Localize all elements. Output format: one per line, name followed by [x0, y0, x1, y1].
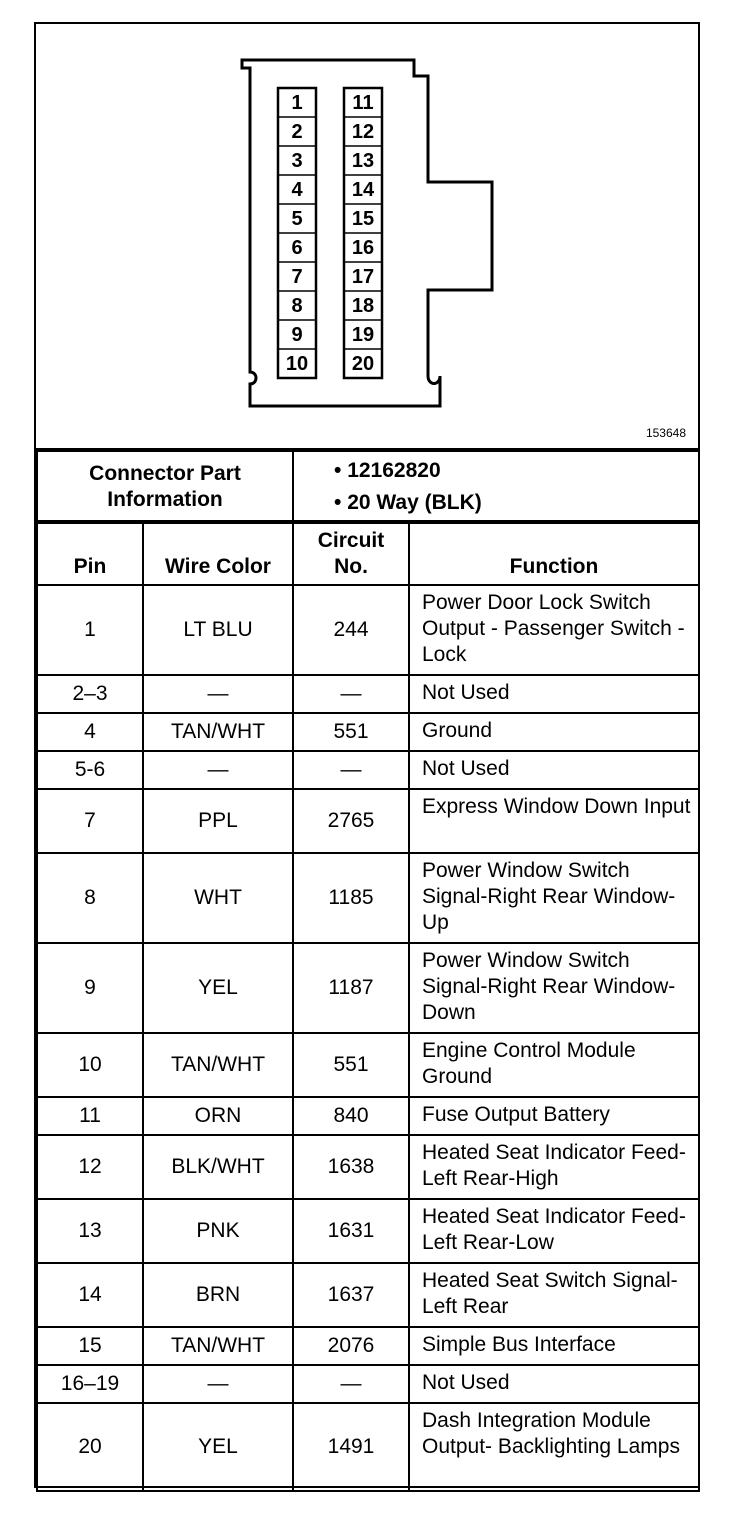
- pin-cell: 5-6: [37, 751, 143, 789]
- function-cell: Not Used: [409, 675, 699, 713]
- pin-number: 12: [351, 121, 375, 143]
- table-row: [37, 1327, 699, 1365]
- pin-number: 8: [291, 295, 303, 317]
- circuit-cell: —: [293, 675, 409, 713]
- function-cell: Power Window Switch Signal-Right Rear Window-Up: [409, 853, 699, 943]
- pin-cell: 4: [37, 713, 143, 751]
- wire-color-cell: PPL: [143, 789, 293, 853]
- wire-color-cell: LT BLU: [143, 585, 293, 675]
- pin-number: 19: [351, 324, 375, 346]
- circuit-cell: 1637: [293, 1263, 409, 1327]
- table-row: [37, 853, 699, 943]
- connector-part-information: [36, 450, 700, 524]
- table-row: [37, 789, 699, 853]
- pin-number: 14: [351, 179, 375, 201]
- table-row: [37, 713, 699, 751]
- function-cell: Dash Integration Module Output- Backlighting Lamps: [409, 1403, 699, 1491]
- pin-cell: 11: [37, 1097, 143, 1135]
- wire-color-cell: YEL: [143, 1403, 293, 1491]
- pin-cell: 10: [37, 1033, 143, 1097]
- connector-type: • 20 Way (BLK): [334, 487, 698, 519]
- wire-color-cell: TAN/WHT: [143, 1327, 293, 1365]
- pin-number: 3: [291, 150, 303, 172]
- pin-number: 17: [351, 266, 375, 288]
- connector-info-label: Connector Part Information: [37, 451, 293, 523]
- table-row: [37, 1097, 699, 1135]
- pin-number: 4: [291, 179, 303, 201]
- function-cell: Power Window Switch Signal-Right Rear Window-Down: [409, 943, 699, 1033]
- circuit-cell: 2076: [293, 1327, 409, 1365]
- function-cell: Ground: [409, 713, 699, 751]
- pin-cell: 12: [37, 1135, 143, 1199]
- function-cell: Heated Seat Switch Signal-Left Rear: [409, 1263, 699, 1327]
- wire-color-cell: BRN: [143, 1263, 293, 1327]
- pin-number: 13: [351, 150, 375, 172]
- pin-number: 16: [351, 237, 375, 259]
- wire-color-cell: WHT: [143, 853, 293, 943]
- pin-number: 1: [291, 92, 303, 114]
- wire-color-cell: YEL: [143, 943, 293, 1033]
- table-row: [37, 1403, 699, 1491]
- function-cell: Power Door Lock Switch Output - Passenger Switch - Lock: [409, 585, 699, 675]
- table-row: [37, 585, 699, 675]
- circuit-cell: 2765: [293, 789, 409, 853]
- table-row: [37, 943, 699, 1033]
- pin-number: 11: [352, 92, 374, 114]
- header-pin: Pin: [37, 521, 143, 585]
- table-row: [37, 1365, 699, 1403]
- pin-number: 6: [291, 237, 303, 259]
- function-cell: Express Window Down Input: [409, 789, 699, 853]
- function-cell: Not Used: [409, 751, 699, 789]
- pin-number: 7: [291, 266, 303, 288]
- connector-diagram: [36, 24, 698, 450]
- function-cell: Fuse Output Battery: [409, 1097, 699, 1135]
- circuit-cell: 1491: [293, 1403, 409, 1491]
- table-row: [37, 675, 699, 713]
- table-row: [37, 1263, 699, 1327]
- pin-cell: 13: [37, 1199, 143, 1263]
- circuit-cell: 1187: [293, 943, 409, 1033]
- function-cell: Simple Bus Interface: [409, 1327, 699, 1365]
- figure-number: 153648: [645, 426, 686, 440]
- wire-color-cell: ORN: [143, 1097, 293, 1135]
- table-row: [37, 1033, 699, 1097]
- pinout-table: [36, 520, 700, 1492]
- connector-info-values: [293, 451, 699, 523]
- circuit-cell: 1631: [293, 1199, 409, 1263]
- wire-color-cell: —: [143, 675, 293, 713]
- connector-end-view-chart: [34, 22, 700, 1488]
- part-number: • 12162820: [334, 455, 698, 487]
- pin-cell: 2–3: [37, 675, 143, 713]
- circuit-cell: 840: [293, 1097, 409, 1135]
- pin-number: 20: [351, 353, 375, 375]
- function-cell: Not Used: [409, 1365, 699, 1403]
- pin-cell: 20: [37, 1403, 143, 1491]
- wire-color-cell: —: [143, 1365, 293, 1403]
- pin-number: 2: [291, 121, 303, 143]
- pin-cell: 1: [37, 585, 143, 675]
- header-circuit-no: Circuit No.: [293, 521, 409, 585]
- pin-cell: 8: [37, 853, 143, 943]
- header-wire-color: Wire Color: [143, 521, 293, 585]
- pin-number: 10: [285, 353, 309, 375]
- wire-color-cell: PNK: [143, 1199, 293, 1263]
- table-row: [37, 751, 699, 789]
- pin-cell: 9: [37, 943, 143, 1033]
- wire-color-cell: —: [143, 751, 293, 789]
- circuit-cell: 551: [293, 1033, 409, 1097]
- pin-number: 9: [291, 324, 303, 346]
- circuit-cell: 1638: [293, 1135, 409, 1199]
- circuit-cell: —: [293, 751, 409, 789]
- pin-number: 5: [291, 208, 303, 230]
- pin-cell: 15: [37, 1327, 143, 1365]
- function-cell: Heated Seat Indicator Feed-Left Rear-High: [409, 1135, 699, 1199]
- pin-cell: 14: [37, 1263, 143, 1327]
- circuit-cell: 1185: [293, 853, 409, 943]
- header-function: Function: [409, 521, 699, 585]
- wire-color-cell: TAN/WHT: [143, 713, 293, 751]
- circuit-cell: 244: [293, 585, 409, 675]
- function-cell: Engine Control Module Ground: [409, 1033, 699, 1097]
- pin-cell: 16–19: [37, 1365, 143, 1403]
- table-row: [37, 1199, 699, 1263]
- wire-color-cell: BLK/WHT: [143, 1135, 293, 1199]
- pin-cell: 7: [37, 789, 143, 853]
- table-row: [37, 1135, 699, 1199]
- function-cell: Heated Seat Indicator Feed-Left Rear-Low: [409, 1199, 699, 1263]
- pin-number: 15: [351, 208, 375, 230]
- circuit-cell: —: [293, 1365, 409, 1403]
- circuit-cell: 551: [293, 713, 409, 751]
- wire-color-cell: TAN/WHT: [143, 1033, 293, 1097]
- pin-number: 18: [351, 295, 375, 317]
